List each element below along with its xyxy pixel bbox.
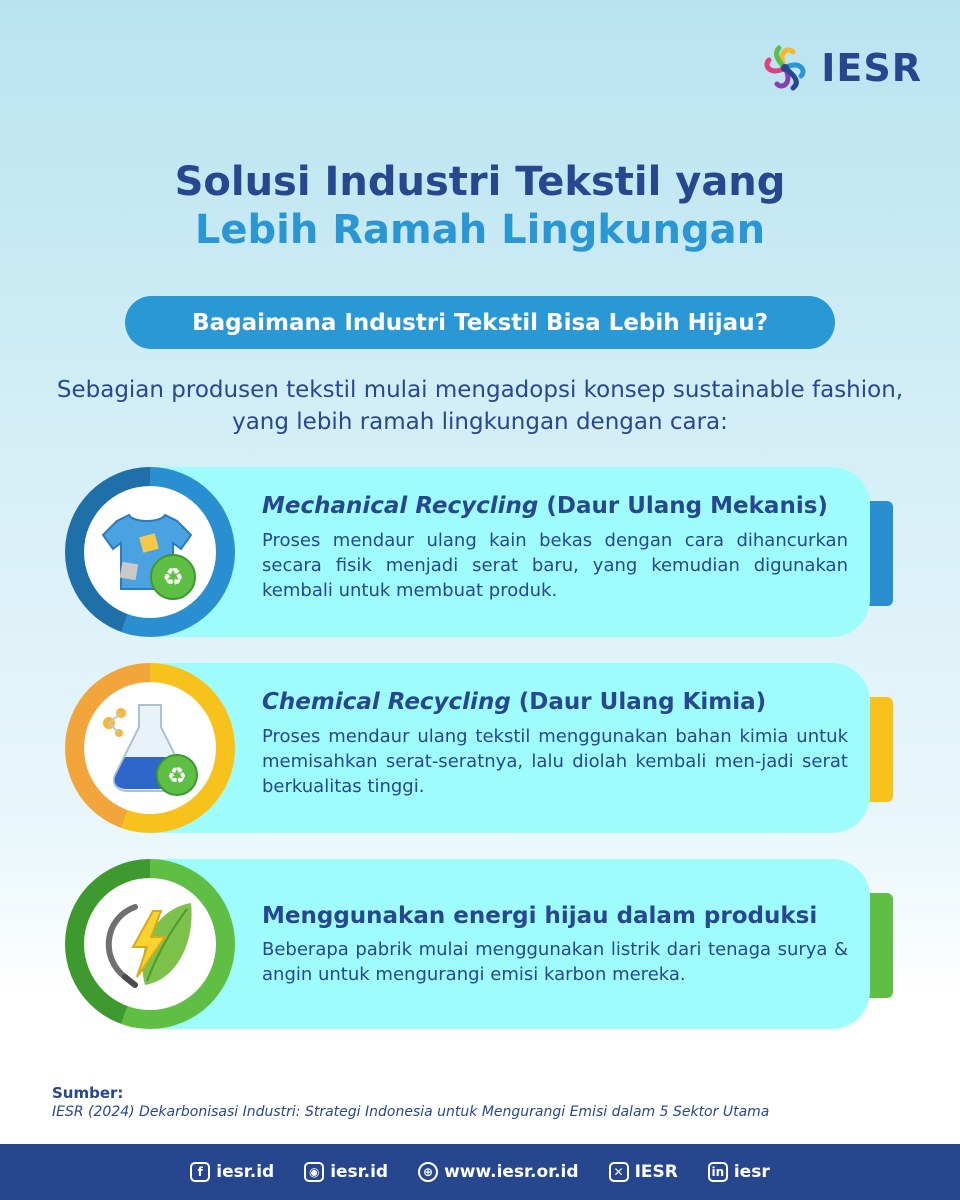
title-line-2: Lebih Ramah Lingkungan — [194, 207, 766, 253]
card-green-energy — [0, 859, 960, 1029]
facebook-handle: iesr.id — [216, 1162, 275, 1182]
intro-text: Sebagian produsen tekstil mulai mengadopsi konsep sustainable fashion, yang lebih ramah lingkungan dengan cara: — [56, 377, 904, 435]
linkedin-icon: in — [708, 1162, 728, 1182]
linkedin-handle: iesr — [733, 1162, 770, 1182]
icon-ring-inner — [84, 486, 216, 618]
footer-social-bar — [0, 1144, 960, 1200]
title-line-1: Solusi Industri Tekstil yang — [174, 159, 786, 205]
card-title — [262, 903, 817, 929]
card-title-rest: (Daur Ulang Kimia) — [510, 689, 767, 715]
brand-name: IESR — [821, 46, 922, 90]
iesr-logo — [757, 40, 922, 96]
icon-ring — [65, 663, 235, 833]
globe-icon: ⊕ — [418, 1162, 438, 1182]
source-note — [52, 1084, 769, 1120]
tshirt-recycle-icon — [95, 497, 205, 607]
x-link[interactable] — [609, 1162, 678, 1182]
svg-text:♻: ♻ — [162, 563, 184, 591]
question-banner: Bagaimana Industri Tekstil Bisa Lebih Hijau? — [125, 296, 835, 349]
facebook-link[interactable] — [190, 1162, 274, 1182]
instagram-handle: iesr.id — [330, 1162, 389, 1182]
svg-text:♻: ♻ — [167, 764, 187, 789]
flask-recycle-icon — [95, 693, 205, 803]
icon-ring-inner — [84, 878, 216, 1010]
card-title — [262, 689, 766, 715]
icon-ring-inner — [84, 682, 216, 814]
card-description: Proses mendaur ulang kain bekas dengan cara dihancurkan secara fisik menjadi serat baru, yang kemudian digunakan kembali untuk membuat produk. — [262, 530, 848, 601]
instagram-icon: ◉ — [304, 1162, 324, 1182]
iesr-logo-icon — [757, 40, 813, 96]
source-text: IESR (2024) Dekarbonisasi Industri: Strategi Indonesia untuk Mengurangi Emisi dalam 5 Sektor Utama — [52, 1104, 770, 1120]
card-description: Proses mendaur ulang tekstil menggunakan bahan kimia untuk memisahkan serat-seratnya, lalu diolah kembali men-jadi serat berkualitas tinggi. — [262, 726, 848, 797]
icon-ring — [65, 467, 235, 637]
card-title-rest: Menggunakan energi hijau dalam produksi — [262, 903, 818, 929]
card-chemical-recycling — [0, 663, 960, 833]
facebook-icon: f — [190, 1162, 210, 1182]
card-description: Beberapa pabrik mulai menggunakan listrik dari tenaga surya & angin untuk mengurangi emisi karbon mereka. — [262, 939, 848, 985]
card-mechanical-recycling — [0, 467, 960, 637]
x-icon: ✕ — [609, 1162, 629, 1182]
green-energy-icon — [95, 889, 205, 999]
card-title-italic: Mechanical Recycling — [262, 493, 539, 519]
card-title-rest: (Daur Ulang Mekanis) — [538, 493, 828, 519]
website-link[interactable] — [418, 1162, 578, 1182]
website-url: www.iesr.or.id — [444, 1162, 579, 1182]
page-title — [0, 158, 960, 254]
card-title — [262, 493, 828, 519]
instagram-link[interactable] — [304, 1162, 388, 1182]
linkedin-link[interactable] — [708, 1162, 770, 1182]
x-handle: IESR — [634, 1162, 678, 1182]
source-label: Sumber: — [52, 1084, 124, 1102]
card-title-italic: Chemical Recycling — [262, 689, 511, 715]
icon-ring — [65, 859, 235, 1029]
